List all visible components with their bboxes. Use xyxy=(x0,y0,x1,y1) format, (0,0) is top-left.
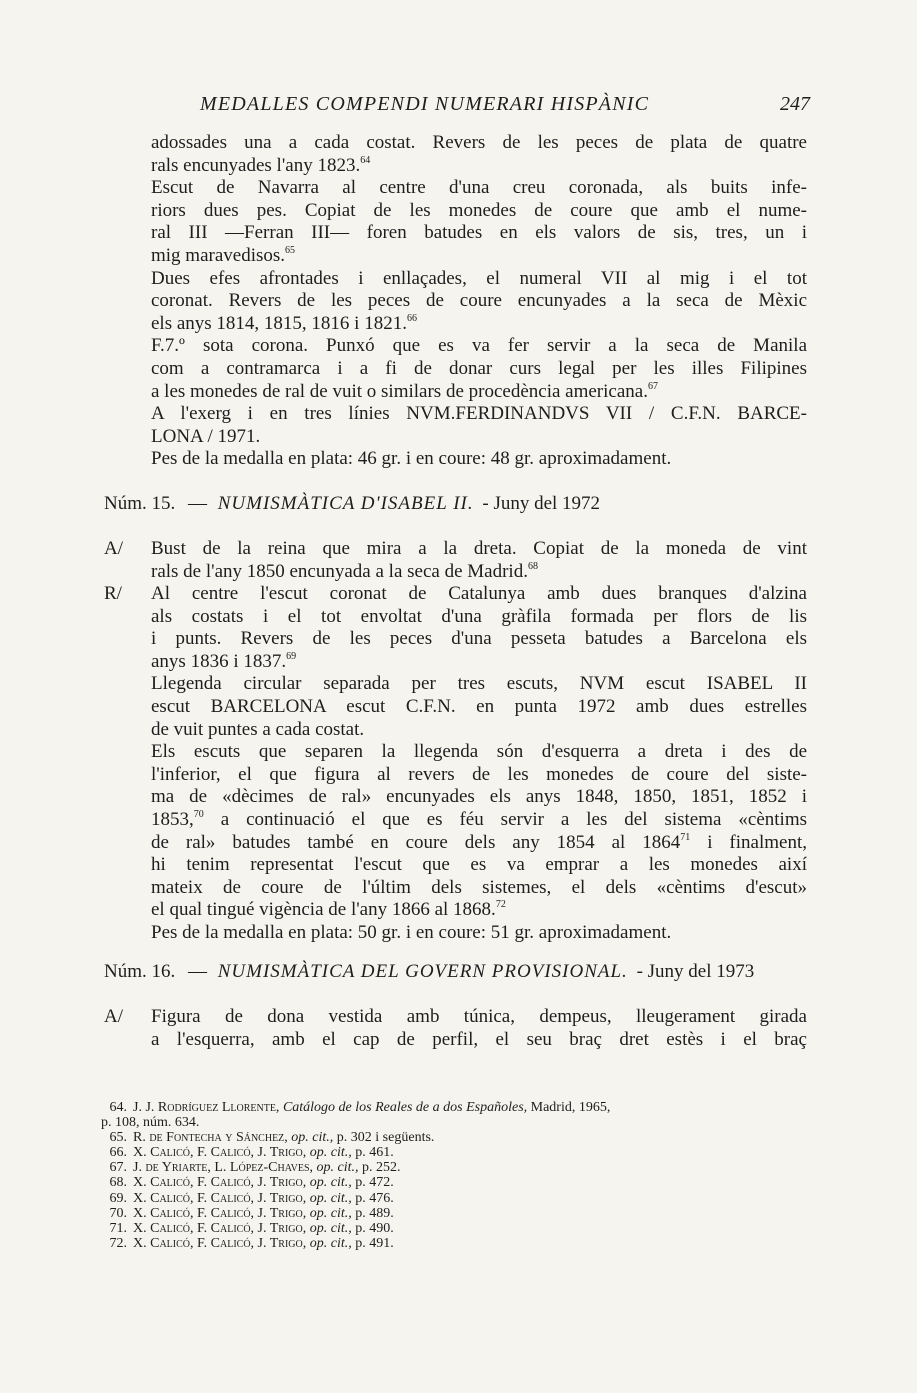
footnote-number: 71. xyxy=(109,1220,127,1236)
footnote-work: op. cit., xyxy=(306,1205,352,1221)
footnote-ref-detail: p. 491. xyxy=(351,1235,394,1251)
line-text: ral III —Ferran III— foren batudes en els valors de sis, tres, un i xyxy=(151,222,807,244)
footnote-ref-detail: p. 472. xyxy=(351,1175,394,1191)
intro-paragraphs xyxy=(151,132,807,471)
em-dash: — xyxy=(188,961,207,982)
line-text: Dues efes afrontades i enllaçades, el numeral VII al mig i el tot xyxy=(151,267,807,289)
footnote-ref: 67 xyxy=(647,380,658,392)
text-line xyxy=(151,696,807,719)
line-text: A l'exerg i en tres línies NVM.FERDINANDVS VII / C.F.N. BARCE- xyxy=(151,403,807,425)
page-number: 247 xyxy=(780,93,810,115)
text-line xyxy=(151,403,807,426)
footnote-number: 66. xyxy=(109,1145,127,1161)
text-line xyxy=(151,426,807,449)
section-15-reverse xyxy=(151,583,807,945)
line-text: riors dues pes. Copiat de les monedes de coure que amb el nume- xyxy=(151,199,807,221)
line-text: com a contramarca i a fi de donar curs legal per les illes Filipines xyxy=(151,357,807,379)
footnote xyxy=(101,1175,809,1190)
text-line xyxy=(151,155,807,178)
text-line xyxy=(151,651,807,674)
footnote-author: J. J. Rodríguez Llorente, xyxy=(133,1100,280,1115)
text-line xyxy=(151,381,807,404)
text-line xyxy=(151,583,807,606)
footnote-number: 70. xyxy=(109,1205,127,1221)
footnote xyxy=(101,1160,809,1175)
text-line xyxy=(151,538,807,561)
footnote-number: 65. xyxy=(109,1130,127,1146)
text-line xyxy=(151,245,807,268)
section-15-obverse xyxy=(151,538,807,583)
footnote-author: X. Calicó, F. Calicó, J. Trigo, xyxy=(133,1220,307,1236)
section-date: - Juny del 1973 xyxy=(636,961,755,982)
footnote-author: J. de Yriarte, L. López-Chaves, xyxy=(133,1160,314,1176)
text-line xyxy=(151,358,807,381)
line-text: Pes de la medalla en plata: 46 gr. i en coure: 48 gr. aproximadament. xyxy=(151,448,672,470)
em-dash: — xyxy=(188,493,207,514)
footnote-author: X. Calicó, F. Calicó, J. Trigo, xyxy=(133,1175,307,1191)
line-text: 1853, xyxy=(151,808,194,830)
footnote xyxy=(101,1145,809,1160)
footnote-ref-detail: p. 302 i següents. xyxy=(333,1130,435,1146)
footnote-author: X. Calicó, F. Calicó, J. Trigo, xyxy=(133,1145,307,1161)
footnote-author: X. Calicó, F. Calicó, J. Trigo, xyxy=(133,1205,307,1221)
footnote-ref-detail: p. 489. xyxy=(351,1205,394,1221)
running-header xyxy=(200,93,810,119)
section-16-heading xyxy=(104,960,807,984)
text-line xyxy=(151,335,807,358)
footnote-ref: 64 xyxy=(360,154,371,166)
line-text: als costats i el tot envoltat d'una gràfila formada per flors de lis xyxy=(151,605,807,627)
footnote-ref: 66 xyxy=(406,312,417,324)
footnote xyxy=(101,1115,809,1130)
text-line xyxy=(151,854,807,877)
footnote-ref: 69 xyxy=(286,650,297,662)
footnote xyxy=(101,1191,809,1206)
text-line xyxy=(151,313,807,336)
text-line xyxy=(151,290,807,313)
section-16-obverse xyxy=(151,1006,807,1051)
line-text: l'inferior, el que figura al revers de les monedes de coure del siste- xyxy=(151,763,807,785)
text-line xyxy=(151,132,807,155)
line-text: els anys 1814, 1815, 1816 i 1821. xyxy=(151,312,407,334)
footnote-ref-detail: p. 490. xyxy=(351,1220,394,1236)
footnote-ref: 70 xyxy=(193,808,204,820)
footnote-ref-detail: Madrid, 1965, xyxy=(527,1100,611,1115)
line-text-continued: i finalment, xyxy=(690,831,807,853)
footnote-author: R. de Fontecha y Sánchez, xyxy=(133,1130,288,1146)
footnote-work: op. cit., xyxy=(306,1220,352,1236)
text-line xyxy=(151,606,807,629)
line-text: anys 1836 i 1837. xyxy=(151,650,287,672)
line-text: Bust de la reina que mira a la dreta. Copiat de la moneda de vint xyxy=(151,538,807,559)
footnote-work: Catálogo de los Reales de a dos Españoles, xyxy=(279,1100,528,1115)
line-text: Llegenda circular separada per tres escuts, NVM escut ISABEL II xyxy=(151,673,807,695)
footnote-number: 67. xyxy=(109,1160,127,1176)
text-line xyxy=(151,899,807,922)
line-text: escut BARCELONA escut C.F.N. en punta 1972 amb dues estrelles xyxy=(151,695,807,717)
line-text-continued: a continuació el que es féu servir a les del sistema «cèntims xyxy=(203,808,807,830)
footnote-ref: 68 xyxy=(527,560,538,572)
section-date: - Juny del 1972 xyxy=(482,493,601,514)
line-text: mateix de coure de l'últim dels sistemes, el dels «cèntims d'escut» xyxy=(151,876,807,898)
section-number: Núm. 15. xyxy=(104,493,176,514)
line-text: hi tenim representat l'escut que es va emprar a les monedes així xyxy=(151,854,807,876)
footnote-work: op. cit., xyxy=(306,1145,352,1161)
text-line xyxy=(151,177,807,200)
line-text: Al centre l'escut coronat de Catalunya amb dues branques d'alzina xyxy=(151,583,807,604)
line-text: a l'esquerra, amb el cap de perfil, el seu braç dret estès i el braç xyxy=(151,1028,807,1050)
line-text: a les monedes de ral de vuit o similars de procedència americana. xyxy=(151,380,648,402)
line-text: de vuit puntes a cada costat. xyxy=(151,718,365,740)
line-text: LONA / 1971. xyxy=(151,425,261,447)
footnote xyxy=(101,1206,809,1221)
obverse-marker: A/ xyxy=(104,1006,123,1027)
line-text: coronat. Revers de les peces de coure encunyades a la seca de Mèxic xyxy=(151,290,807,312)
footnote-ref-detail: p. 252. xyxy=(358,1160,401,1176)
footnote-work: op. cit., xyxy=(287,1130,334,1146)
line-text: F.7.º sota corona. Punxó que es va fer servir a la seca de Manila xyxy=(151,335,807,357)
text-line xyxy=(151,877,807,900)
line-text: Figura de dona vestida amb túnica, dempeus, lleugerament girada xyxy=(151,1006,807,1027)
footnote-number: 64. xyxy=(109,1100,127,1115)
footnote xyxy=(101,1236,809,1251)
text-line xyxy=(151,448,807,471)
text-line xyxy=(151,628,807,651)
text-line xyxy=(151,1029,807,1052)
text-line xyxy=(151,719,807,742)
text-line xyxy=(151,1006,807,1029)
text-line xyxy=(151,268,807,291)
footnote-work: op. cit., xyxy=(306,1175,352,1191)
text-line xyxy=(151,786,807,809)
text-line xyxy=(151,809,807,832)
footnote-ref: 65 xyxy=(285,244,296,256)
footnote-ref-detail: p. 461. xyxy=(351,1145,394,1161)
footnote-ref-detail: p. 476. xyxy=(351,1190,394,1206)
line-text: rals de l'any 1850 encunyada a la seca de Madrid. xyxy=(151,560,528,582)
line-text: Els escuts que separen la llegenda són d'esquerra a dreta i des de xyxy=(151,741,807,763)
line-text: de ral» batudes també en coure dels any 1854 al 1864 xyxy=(151,831,681,853)
line-text: Escut de Navarra al centre d'una creu coronada, als buits infe- xyxy=(151,177,807,199)
text-line xyxy=(151,832,807,855)
text-line xyxy=(151,222,807,245)
footnote-number: 72. xyxy=(109,1235,127,1251)
section-15-heading xyxy=(104,492,807,516)
footnote-number: 68. xyxy=(109,1175,127,1191)
footnote xyxy=(101,1221,809,1236)
line-text: adossades una a cada costat. Revers de les peces de plata de quatre xyxy=(151,132,807,153)
line-text: mig maravedisos. xyxy=(151,244,286,266)
reverse-marker: R/ xyxy=(104,583,122,604)
footnote-work: op. cit., xyxy=(313,1160,359,1176)
line-text: el qual tingué vigència de l'any 1866 al 1868. xyxy=(151,899,496,921)
line-text: i punts. Revers de les peces d'una pesseta batudes a Barcelona els xyxy=(151,628,807,650)
footnote xyxy=(101,1100,809,1115)
text-line xyxy=(151,764,807,787)
obverse-marker: A/ xyxy=(104,538,123,559)
footnote-number: 69. xyxy=(109,1190,127,1206)
footnote-ref-detail: p. 108, núm. 634. xyxy=(101,1115,200,1131)
line-text: rals encunyades l'any 1823. xyxy=(151,154,361,176)
line-text: ma de «dècimes de ral» encunyades els anys 1848, 1850, 1851, 1852 i xyxy=(151,786,807,808)
text-line xyxy=(151,561,807,584)
footnotes xyxy=(101,1100,809,1251)
footnote-ref: 71 xyxy=(680,831,691,843)
footnote-author: X. Calicó, F. Calicó, J. Trigo, xyxy=(133,1235,307,1251)
footnote-work: op. cit., xyxy=(306,1190,352,1206)
section-title: NUMISMÀTICA DEL GOVERN PROVISIONAL. xyxy=(217,961,628,982)
footnote-author: X. Calicó, F. Calicó, J. Trigo, xyxy=(133,1190,307,1206)
footnote-ref: 72 xyxy=(495,899,506,911)
text-line xyxy=(151,200,807,223)
text-line xyxy=(151,922,807,945)
section-number: Núm. 16. xyxy=(104,961,176,982)
section-title: NUMISMÀTICA D'ISABEL II. xyxy=(217,493,474,514)
running-title: MEDALLES COMPENDI NUMERARI HISPÀNIC xyxy=(200,93,650,115)
footnote xyxy=(101,1130,809,1145)
text-line xyxy=(151,741,807,764)
line-text: Pes de la medalla en plata: 50 gr. i en coure: 51 gr. aproximadament. xyxy=(151,921,672,943)
footnote-work: op. cit., xyxy=(306,1235,352,1251)
text-line xyxy=(151,673,807,696)
